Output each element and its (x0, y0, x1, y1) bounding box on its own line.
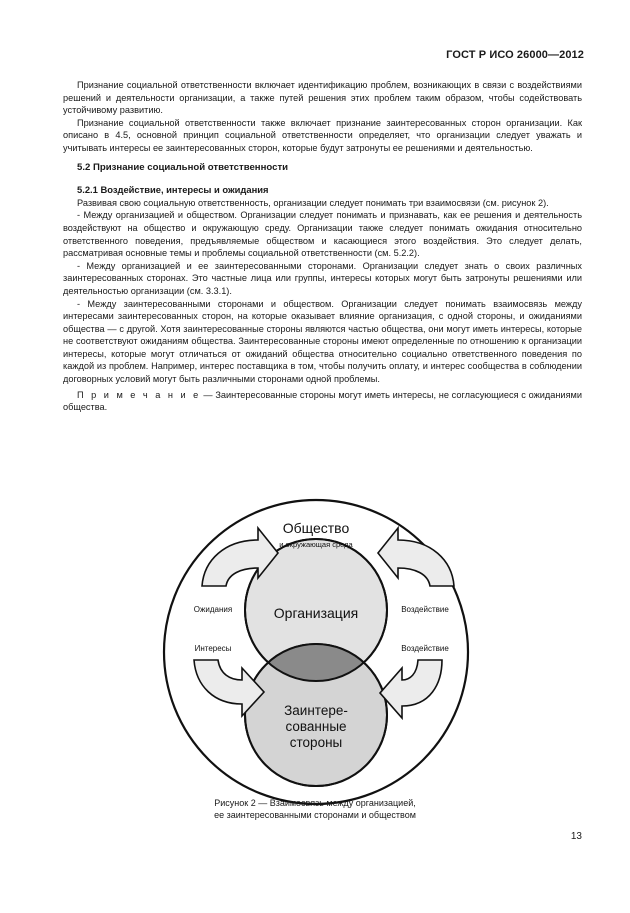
impact-bottom-label: Воздействие (401, 644, 449, 653)
society-label: Общество (282, 520, 350, 536)
document-header: ГОСТ Р ИСО 26000—2012 (446, 49, 584, 61)
expectations-label: Ожидания (193, 605, 233, 614)
caption-line: ее заинтересованными сторонами и обществом (214, 810, 416, 820)
paragraph: - Между организацией и обществом. Организации следует понимать и признавать, как ее решения и деятельность воздействуют на общество и окружающую среду. Организации также следует понимать ожидания относительно ответственного поведения, предъявляемые обществом и касающиеся этого воздействия. Это следует делать, рассматривая основные темы и проблемы социальной ответственности (см. 5.2.2). (63, 210, 582, 259)
environment-label: и окружающая среда (279, 540, 353, 549)
paragraph: - Между заинтересованными сторонами и обществом. Организации следует понимать взаимосвязь между интересами заинтересованных сторон, на которые оказывает влияние организация, с одной стороны, и ожиданиями общества — с другой. Хотя заинтересованные стороны являются частью общества, они могут иметь интересы, которые не соответствуют ожиданиям общества. Заинтересованные стороны имеют определенные по отношению к организации интересы, которые могут отличаться от ожиданий общества относительно социально ответственного поведения по каждой из проблем. Например, интерес поставщика в том, чтобы получить оплату, и интерес сообщества в соблюдении договорных условий могут быть различными сторонами одной проблемы. (63, 298, 582, 385)
impact-top-label: Воздействие (401, 605, 449, 614)
stakeholders-label-2: сованные (285, 719, 347, 734)
subsection-heading: 5.2.1 Воздействие, интересы и ожидания (77, 184, 269, 196)
paragraph: - Между организацией и ее заинтересованными сторонами. Организации следует знать о своих различных заинтересованных сторонах. Это частные лица или группы, интересы которых могут быть затронуты решениями или деятельностью организации (см. 3.3.1). (63, 260, 582, 296)
note-label: П р и м е ч а н и е (77, 389, 201, 400)
stakeholders-label-3: стороны (289, 735, 343, 750)
section-heading: 5.2 Признание социальной ответственности (77, 161, 289, 173)
stakeholders-label-1: Заинтере- (284, 703, 348, 718)
note-text: — Заинтересованные стороны могут иметь интересы, не согласующиеся с ожиданиями общества. (63, 389, 582, 413)
page-number: 13 (570, 831, 582, 842)
organization-label: Организация (273, 605, 359, 621)
paragraph: Признание социальной ответственности также включает признание заинтересованных сторон организации. Как описано в 4.5, основной принцип социальной ответственности определяет, что организации следует уважать и учитывать интересы ее заинтересованных сторон, которые будут затронуты ее решениями и деятельностью. (63, 117, 582, 153)
figure-caption (0, 797, 630, 821)
caption-line: Рисунок 2 — Взаимосвязь между организацией, (214, 798, 416, 808)
paragraph: Развивая свою социальную ответственность, организации следует понимать три взаимосвязи (см. рисунок 2). (77, 197, 549, 208)
paragraph: Признание социальной ответственности включает идентификацию проблем, возникающих в связи с воздействиями решений и деятельности организации, а также путей решения этих проблем таким образом, чтобы содействовать устойчивому развитию. (63, 80, 582, 116)
interests-label: Интересы (194, 644, 232, 653)
